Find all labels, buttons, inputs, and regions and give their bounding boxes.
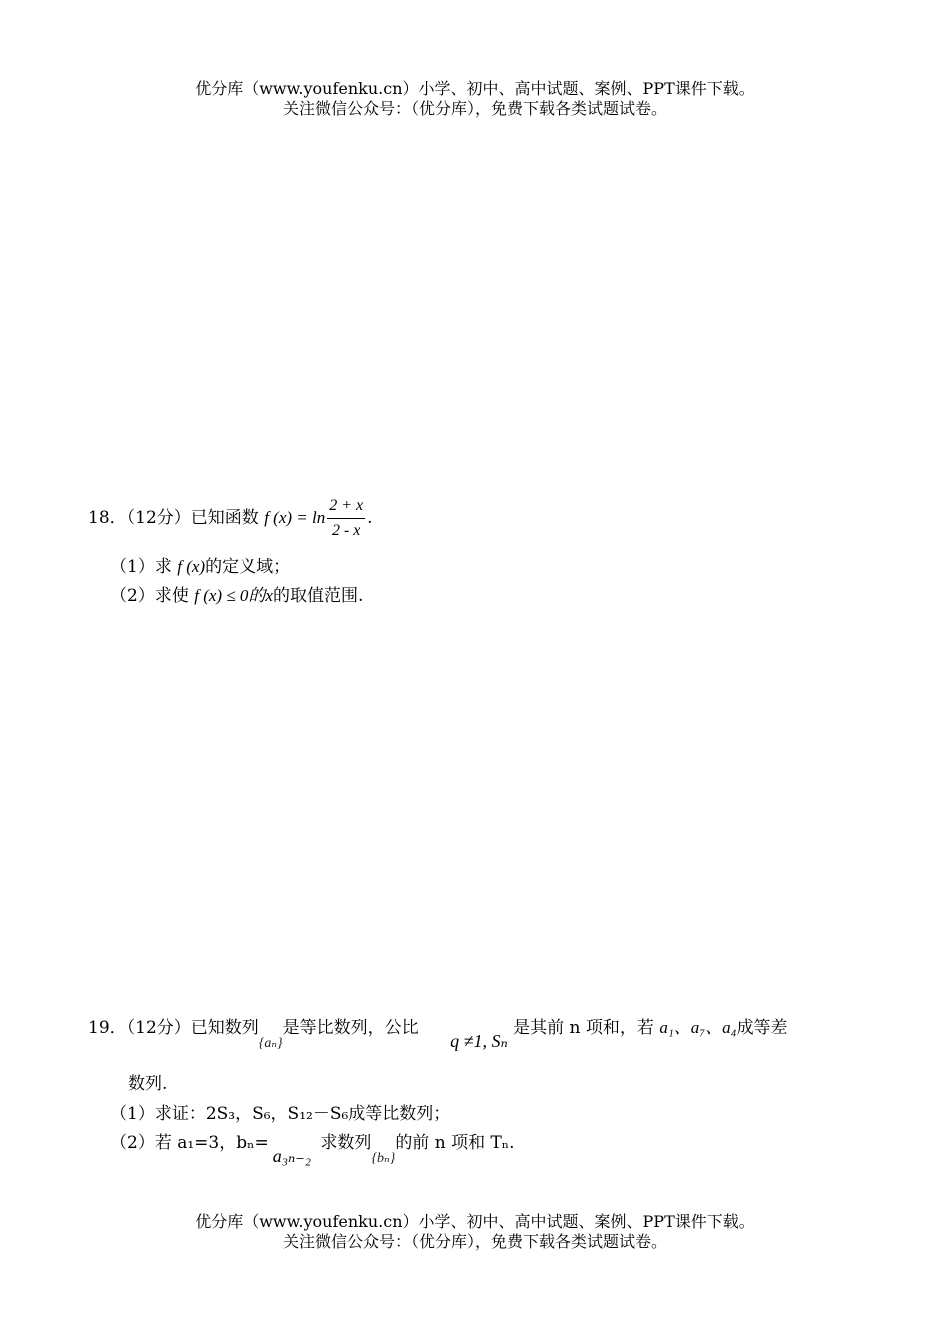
terms: a₁、a₇、a₄ — [659, 1018, 737, 1037]
statement-text-3: 成等差 — [736, 1018, 788, 1038]
part-text: 的定义域； — [205, 557, 291, 577]
footer-line-1: 优分库（www.youfenku.cn）小学、初中、高中试题、案例、PPT课件下载。 — [195, 1212, 755, 1231]
statement-text-2: 是其前 n 项和，若 — [513, 1018, 654, 1038]
part-expression: f (x) ≤ 0的x — [194, 586, 273, 605]
part-start: （2）若 a₁=3，bₙ= — [110, 1133, 269, 1153]
part-expression: a₃ₙ₋₂ — [272, 1146, 312, 1166]
fraction-numerator: 2 + x — [327, 497, 365, 519]
part-label: （2）求使 — [110, 586, 189, 606]
sequence-b: {bₙ} — [371, 1151, 396, 1166]
fraction — [327, 497, 365, 540]
question-18-part-1 — [110, 552, 290, 577]
sequence-a: {aₙ} — [258, 1036, 283, 1051]
question-score: （12分）已知函数 — [126, 508, 259, 528]
part-label: （1）求 — [110, 557, 172, 577]
header-line-2: 关注微信公众号：（优分库），免费下载各类试题试卷。 — [282, 99, 667, 118]
question-score: （12分）已知数列 — [126, 1018, 259, 1038]
question-19-part-1: （1）求证：2S₃，S₆，S₁₂－S₆成等比数列； — [110, 1104, 451, 1124]
question-18-statement — [88, 497, 373, 540]
part-text: 的取值范围. — [272, 586, 364, 606]
part-expression: f (x) — [177, 557, 206, 576]
statement-end: . — [367, 508, 373, 528]
question-number: 19． — [88, 1018, 127, 1038]
ratio-condition: q ≠1, Sₙ — [450, 1031, 508, 1051]
question-number: 18． — [88, 508, 127, 528]
statement-text-1: 是等比数列，公比 — [282, 1018, 419, 1038]
question-19-part-2 — [110, 1128, 515, 1166]
question-19-continuation: 数列. — [128, 1074, 168, 1094]
part-end: 的前 n 项和 Tₙ. — [395, 1133, 515, 1153]
header-line-1: 优分库（www.youfenku.cn）小学、初中、高中试题、案例、PPT课件下载。 — [195, 79, 755, 98]
part-mid: 求数列 — [320, 1133, 372, 1153]
question-19-statement — [88, 1013, 788, 1051]
question-18-part-2 — [110, 581, 363, 606]
footer-line-2: 关注微信公众号：（优分库），免费下载各类试题试卷。 — [282, 1232, 667, 1251]
function-expression: f (x) = ln — [264, 508, 326, 527]
fraction-denominator: 2 - x — [331, 522, 361, 539]
